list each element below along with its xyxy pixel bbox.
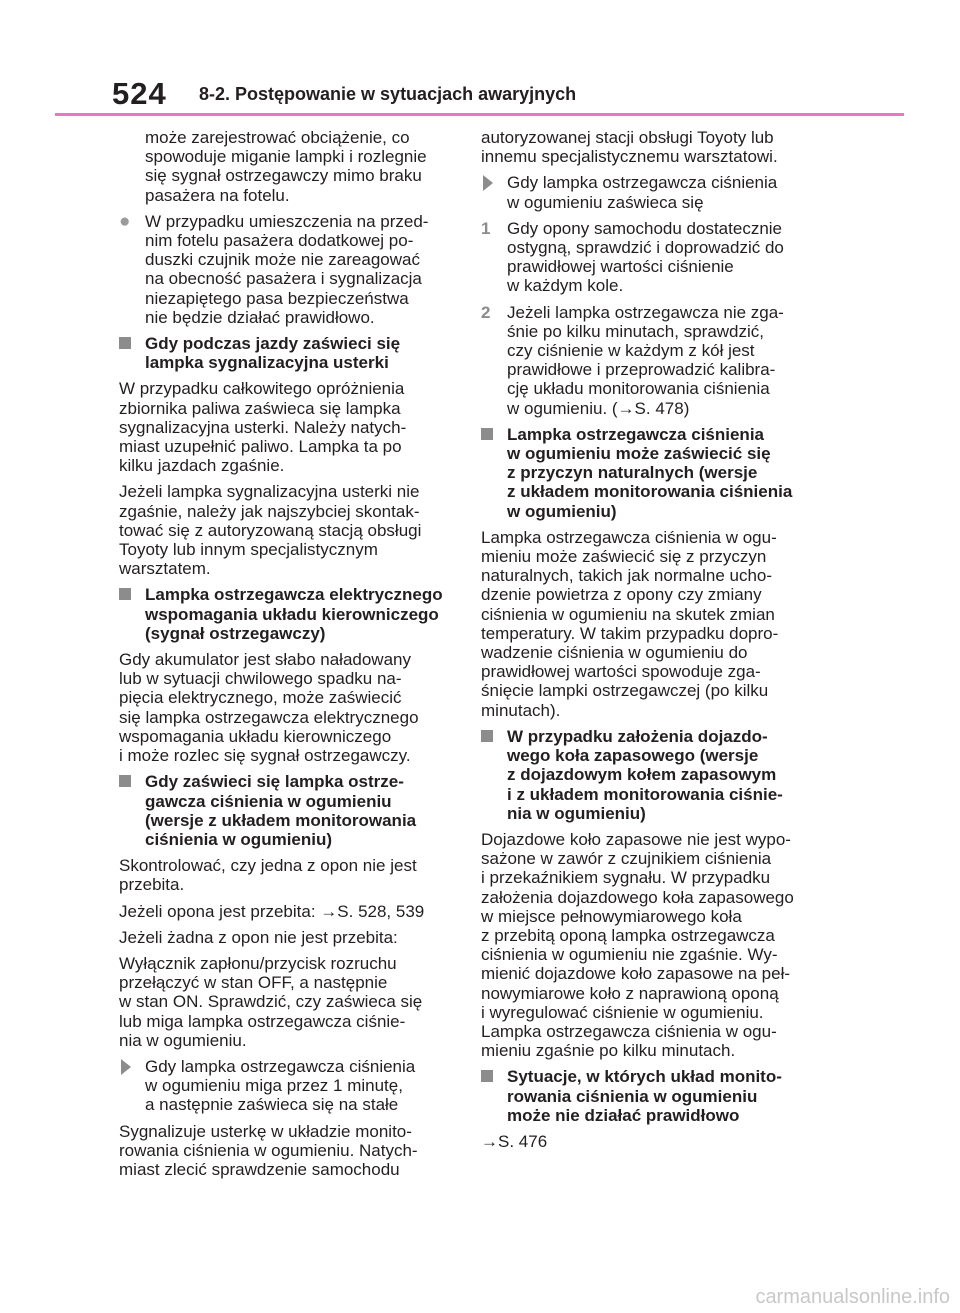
- condition-text: Gdy lampka ostrzegawcza ciśnienia w ogumieniu zaświeca się: [507, 173, 778, 212]
- paragraph: Wyłącznik zapłonu/przycisk rozruchu przełączyć w stan OFF, a następnie w stan ON. Sprawdzić, czy zaświeca się lub miga lampka ostrzegawcza ciśnie- nia w ogumieniu.: [119, 953, 423, 1050]
- paragraph: Dojazdowe koło zapasowe nie jest wypo- sażone w zawór z czujnikiem ciśnienia i przekaźnikiem sygnału. W przypadku założenia dojazdowego koła zapasowego w miejsce pełnowymiarowego koła z przebitą oponą lampka ostrzegawcza ciśnienia w ogumieniu nie zgaśnie. Wy- mienić dojazdowe koło zapasowe na peł- nowymiarowe koło z naprawioną oponą i wyregulować ciśnienie w ogumieniu. Lampka ostrzegawcza ciśnienia w ogu- mieniu zgaśnie po kilku minutach.: [481, 829, 794, 1061]
- right-column: [481, 128, 806, 1158]
- header-rule: [55, 113, 904, 116]
- cross-reference: →S. 476: [481, 1131, 548, 1151]
- condition-item: [119, 1057, 453, 1115]
- chapter-title: 8-2. Postępowanie w sytuacjach awaryjnych: [199, 84, 577, 104]
- left-column: [119, 128, 453, 1186]
- condition-text: Gdy lampka ostrzegawcza ciśnienia w ogumieniu miga przez 1 minutę, a następnie zaświeca się na stałe: [145, 1056, 416, 1115]
- bullet-item: [119, 212, 453, 327]
- condition-item: [481, 173, 806, 211]
- step-number: 2: [481, 302, 491, 322]
- section-heading: [119, 585, 453, 643]
- section-heading: [481, 727, 806, 823]
- watermark: carmanualsonline.info: [755, 1286, 950, 1308]
- step-text: Gdy opony samochodu dostatecznie ostygną, sprawdzić i doprowadzić do prawidłowej wartości ciśnienie w każdym kole.: [507, 218, 784, 296]
- section-heading: [119, 772, 453, 849]
- square-icon: [481, 730, 493, 742]
- heading-text: Sytuacje, w których układ monito- rowania ciśnienia w ogumieniu może nie działać prawidłowo: [507, 1067, 782, 1125]
- square-icon: [119, 588, 131, 600]
- triangle-right-icon: [483, 175, 493, 191]
- page-number: 524: [112, 76, 167, 111]
- paragraph: Skontrolować, czy jedna z opon nie jest przebita.: [119, 856, 417, 895]
- heading-text: Gdy podczas jazdy zaświeci się lampka sygnalizacyjna usterki: [145, 334, 401, 373]
- step-number: 1: [481, 218, 491, 238]
- paragraph: Jeżeli opona jest przebita: →S. 528, 539: [119, 901, 425, 921]
- square-icon: [119, 337, 131, 349]
- section-heading: [481, 1067, 806, 1125]
- paragraph: autoryzowanej stacji obsługi Toyoty lub innemu specjalistycznemu warsztatowi.: [481, 128, 778, 167]
- heading-text: Gdy zaświeci się lampka ostrze- gawcza ciśnienia w ogumieniu (wersje z układem monitorowania ciśnienia w ogumieniu): [145, 772, 417, 849]
- paragraph: Jeżeli żadna z opon nie jest przebita:: [119, 927, 398, 947]
- step-item: [481, 219, 806, 296]
- step-item: [481, 303, 806, 418]
- section-heading: [119, 334, 453, 372]
- bullet-text: W przypadku umieszczenia na przed- nim fotelu pasażera dodatkowej po- duszki czujnik może nie zareagować na obecność pasażera i sygnalizacja niezapiętego pasa bezpieczeństwa nie będzie działać prawidłowo.: [145, 211, 429, 327]
- square-icon: [119, 775, 131, 787]
- paragraph: W przypadku całkowitego opróżnienia zbiornika paliwa zaświeca się lampka sygnalizacyjna usterki. Należy natych- miast uzupełnić paliwo. Lampka ta po kilku jazdach zgaśnie.: [119, 379, 407, 476]
- step-text: Jeżeli lampka ostrzegawcza nie zga- śnie po kilku minutach, sprawdzić, czy ciśnienie w każdym z kół jest prawidłowe i przeprowadzić kalibra- cję układu monitorowania ciśnienia w ogumieniu. (→S. 478): [507, 302, 784, 418]
- section-heading: [481, 425, 806, 521]
- heading-text: Lampka ostrzegawcza ciśnienia w ogumieniu może zaświecić się z przyczyn naturalnych (wersje z układem monitorowania ciśnienia w ogumieniu): [507, 424, 793, 521]
- paragraph: Lampka ostrzegawcza ciśnienia w ogu- mieniu może zaświecić się z przyczyn naturalnych, takich jak normalne ucho- dzenie powietrza z opony czy zmiany ciśnienia w ogumieniu na skutek zmian temperatury. W takim przypadku dopro- wadzenie ciśnienia w ogumieniu do prawidłowej wartości spowoduje zga- śnięcie lampki ostrzegawczej (po kilku minutach).: [481, 527, 779, 720]
- square-icon: [481, 428, 493, 440]
- paragraph: Gdy akumulator jest słabo naładowany lub w sytuacji chwilowego spadku na- pięcia elektrycznego, może zaświecić się lampka ostrzegawcza elektrycznego wspomagania układu kierowniczego i może rozlec się sygnał ostrzegawczy.: [119, 650, 419, 766]
- paragraph: może zarejestrować obciążenie, co spowoduje miganie lampki i rozlegnie się sygnał ostrzegawczy mimo braku pasażera na fotelu.: [145, 128, 427, 205]
- square-icon: [481, 1070, 493, 1082]
- heading-text: W przypadku założenia dojazdo- wego koła zapasowego (wersje z dojazdowym kołem zapasowym i z układem monitorowania ciśnie- nia w ogumieniu): [507, 726, 783, 823]
- paragraph: Jeżeli lampka sygnalizacyjna usterki nie zgaśnie, należy jak najszybciej skontak- tować się z autoryzowaną stacją obsługi Toyoty lub innym specjalistycznym warsztatem.: [119, 482, 422, 579]
- paragraph: Sygnalizuje usterkę w układzie monito- rowania ciśnienia w ogumieniu. Natych- miast zlecić sprawdzenie samochodu: [119, 1121, 418, 1179]
- triangle-right-icon: [121, 1059, 131, 1075]
- heading-text: Lampka ostrzegawcza elektrycznego wspomagania układu kierowniczego (sygnał ostrzegawczy): [145, 585, 443, 643]
- bullet-dot-icon: ●: [119, 210, 131, 232]
- page-header: [0, 0, 960, 118]
